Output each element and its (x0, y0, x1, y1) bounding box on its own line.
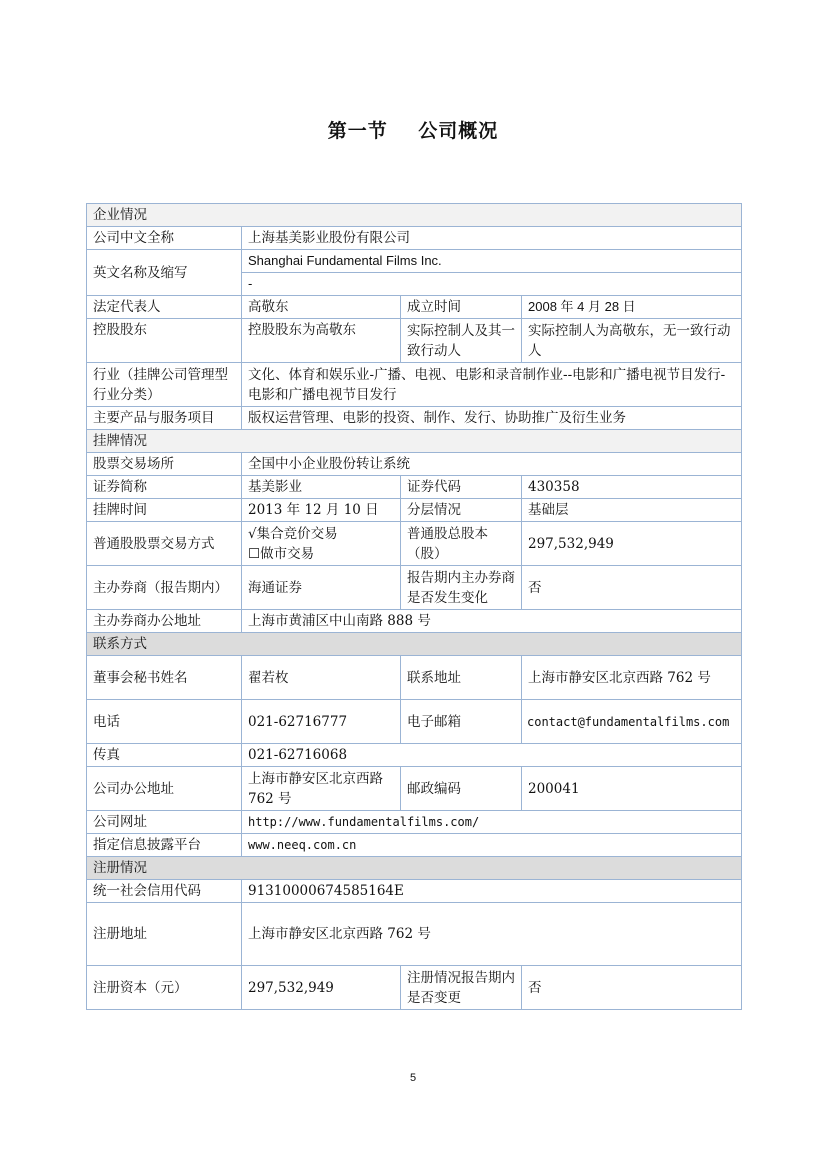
industry: 文化、体育和娱乐业-广播、电视、电影和录音制作业--电影和广播电视节目发行-电影和广播电视节目发行 (242, 363, 742, 407)
board-secretary: 翟若枚 (242, 656, 401, 700)
table-row (87, 499, 742, 522)
section-heading: 注册情况 (87, 857, 742, 880)
website-link[interactable]: http://www.fundamentalfilms.com/ (242, 811, 742, 834)
section-row-registration (87, 857, 742, 880)
row-label: 挂牌时间 (87, 499, 242, 522)
table-row (87, 767, 742, 811)
company-en-abbr: - (242, 273, 742, 296)
row-label: 法定代表人 (87, 296, 242, 319)
table-row (87, 903, 742, 966)
section-row-enterprise (87, 204, 742, 227)
table-row (87, 610, 742, 633)
row-label: 注册情况报告期内是否变更 (401, 966, 522, 1010)
table-row (87, 880, 742, 903)
row-label: 主办券商办公地址 (87, 610, 242, 633)
trade-method (242, 522, 401, 566)
founded-date: 2008 年 4 月 28 日 (522, 296, 742, 319)
table-row (87, 407, 742, 430)
row-label: 主要产品与服务项目 (87, 407, 242, 430)
disclosure-platform-link[interactable]: www.neeq.com.cn (242, 834, 742, 857)
table-row (87, 250, 742, 273)
row-label: 实际控制人及其一致行动人 (401, 319, 522, 363)
broker-address: 上海市黄浦区中山南路 888 号 (242, 610, 742, 633)
row-label: 注册地址 (87, 903, 242, 966)
table-row (87, 363, 742, 407)
table-row (87, 700, 742, 744)
table-row (87, 476, 742, 499)
security-code: 430358 (522, 476, 742, 499)
table-row (87, 656, 742, 700)
row-label: 英文名称及缩写 (87, 250, 242, 296)
email[interactable]: contact@fundamentalfilms.com (522, 700, 742, 744)
table-row (87, 453, 742, 476)
row-label: 注册资本（元） (87, 966, 242, 1010)
legal-representative: 高敬东 (242, 296, 401, 319)
row-label: 证券代码 (401, 476, 522, 499)
table-row (87, 319, 742, 363)
row-label: 董事会秘书姓名 (87, 656, 242, 700)
main-products: 版权运营管理、电影的投资、制作、发行、协助推广及衍生业务 (242, 407, 742, 430)
postcode: 200041 (522, 767, 742, 811)
row-label: 公司办公地址 (87, 767, 242, 811)
section-heading: 联系方式 (87, 633, 742, 656)
registered-capital: 297,532,949 (242, 966, 401, 1010)
phone: 021-62716777 (242, 700, 401, 744)
row-label: 普通股股票交易方式 (87, 522, 242, 566)
row-label: 电子邮箱 (401, 700, 522, 744)
table-row (87, 522, 742, 566)
page-number: 5 (409, 1072, 417, 1084)
security-abbr: 基美影业 (242, 476, 401, 499)
company-en-name: Shanghai Fundamental Films Inc. (242, 250, 742, 273)
contact-address: 上海市静安区北京西路 762 号 (522, 656, 742, 700)
table-row (87, 811, 742, 834)
row-label: 普通股总股本（股） (401, 522, 522, 566)
table-row (87, 227, 742, 250)
row-label: 成立时间 (401, 296, 522, 319)
row-label: 分层情况 (401, 499, 522, 522)
actual-controller: 实际控制人为高敬东，无一致行动人 (522, 319, 742, 363)
trade-method-market-making: ☐做市交易 (248, 545, 315, 562)
row-label: 控股股东 (87, 319, 242, 363)
section-row-contact (87, 633, 742, 656)
table-row (87, 966, 742, 1010)
company-cn-name: 上海基美影业股份有限公司 (242, 227, 742, 250)
row-label: 统一社会信用代码 (87, 880, 242, 903)
row-label: 公司中文全称 (87, 227, 242, 250)
company-overview-table (86, 203, 742, 1010)
total-shares: 297,532,949 (522, 522, 742, 566)
row-label: 行业（挂牌公司管理型行业分类） (87, 363, 242, 407)
section-row-listing (87, 430, 742, 453)
page-title: 第一节 公司概况 (327, 120, 499, 142)
listing-date: 2013 年 12 月 10 日 (242, 499, 401, 522)
registration-change: 否 (522, 966, 742, 1010)
table-row (87, 296, 742, 319)
row-label: 指定信息披露平台 (87, 834, 242, 857)
section-heading: 企业情况 (87, 204, 742, 227)
row-label: 电话 (87, 700, 242, 744)
credit-code: 91310000674585164E (242, 880, 742, 903)
exchange: 全国中小企业股份转让系统 (242, 453, 742, 476)
section-heading: 挂牌情况 (87, 430, 742, 453)
row-label: 主办券商（报告期内） (87, 566, 242, 610)
row-label: 联系地址 (401, 656, 522, 700)
office-address: 上海市静安区北京西路 762 号 (242, 767, 401, 811)
table-row (87, 744, 742, 767)
row-label: 证券简称 (87, 476, 242, 499)
row-label: 传真 (87, 744, 242, 767)
tier: 基础层 (522, 499, 742, 522)
trade-method-auction: √集合竞价交易 (248, 525, 338, 542)
registered-address: 上海市静安区北京西路 762 号 (242, 903, 742, 966)
fax: 021-62716068 (242, 744, 742, 767)
table-row (87, 566, 742, 610)
broker: 海通证券 (242, 566, 401, 610)
controlling-shareholder: 控股股东为高敬东 (242, 319, 401, 363)
row-label: 报告期内主办券商是否发生变化 (401, 566, 522, 610)
row-label: 邮政编码 (401, 767, 522, 811)
table-row (87, 834, 742, 857)
broker-change: 否 (522, 566, 742, 610)
row-label: 股票交易场所 (87, 453, 242, 476)
row-label: 公司网址 (87, 811, 242, 834)
